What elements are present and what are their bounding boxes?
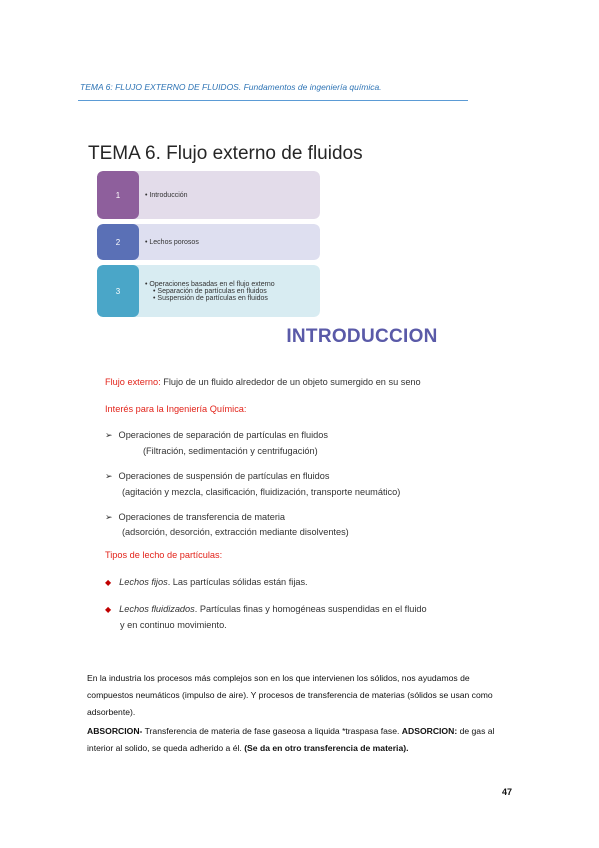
- lecho-fijo-name: Lechos fijos: [119, 577, 168, 587]
- outline-bar-2: [131, 224, 320, 260]
- header-divider: [78, 100, 468, 101]
- outline-item-2: • Lechos porosos: [145, 238, 199, 246]
- outline-subitem-suspension: • Suspensión de partículas en fluidos: [153, 294, 268, 302]
- outline-subitem-separacion: • Separación de partículas en fluidos: [153, 287, 267, 295]
- outline-bar-1: [131, 171, 320, 219]
- flujo-externo-label: Flujo externo:: [105, 377, 161, 387]
- lecho-fijo-item: [105, 577, 308, 587]
- lecho-fluidizado-name: Lechos fluidizados: [119, 604, 195, 614]
- diamond-bullet-icon: ◆: [105, 578, 112, 587]
- operation-title: Operaciones de suspensión de partículas en fluidos: [118, 471, 330, 481]
- absorcion-term: ABSORCION-: [87, 726, 143, 736]
- section-title: INTRODUCCION: [286, 326, 438, 347]
- lecho-fluidizado-continuation: y en continuo movimiento.: [120, 620, 227, 630]
- arrow-bullet-icon: ➢: [105, 471, 113, 481]
- outline-row-1: [97, 171, 320, 219]
- body-paragraph-1: En la industria los procesos más complejos son en los que intervienen los sólidos, nos ayudamos de compuestos neumáticos (impulso de aire). Y procesos de transferencia de materias (sólidos se usan como adsorbente).: [87, 673, 493, 717]
- slide-title: TEMA 6. Flujo externo de fluidos: [88, 143, 363, 164]
- operation-item-2: [105, 471, 329, 482]
- outline-item-1: • Introducción: [145, 191, 188, 199]
- flujo-externo-definition: [105, 377, 421, 387]
- outline-row-2: [97, 224, 320, 260]
- flujo-externo-text: Flujo de un fluido alrededor de un objeto sumergido en su seno: [160, 377, 421, 387]
- adsorcion-term: ADSORCION:: [401, 726, 458, 736]
- outline-bar-3: [131, 265, 320, 317]
- outline-number-1: 1: [97, 171, 139, 219]
- adsorcion-definition: de gas al interior al solido, se queda adherido a él.: [87, 726, 495, 753]
- outline-item-3: • Operaciones basadas en el flujo externo: [145, 280, 275, 288]
- operation-detail: (Filtración, sedimentación y centrifugación): [143, 446, 318, 456]
- outline-row-3: [97, 265, 320, 317]
- operation-item-3: [105, 512, 285, 523]
- lecho-fijo-text: . Las partículas sólidas están fijas.: [167, 577, 308, 587]
- diamond-bullet-icon: ◆: [105, 605, 112, 614]
- operation-detail: (agitación y mezcla, clasificación, fluidización, transporte neumático): [122, 487, 401, 497]
- body-paragraph-2: [87, 723, 517, 757]
- page-number: 47: [502, 787, 513, 797]
- operation-title: Operaciones de transferencia de materia: [118, 512, 286, 522]
- interes-heading: Interés para la Ingeniería Química:: [105, 404, 247, 414]
- tipos-heading: Tipos de lecho de partículas:: [105, 550, 223, 560]
- outline-number-2: 2: [97, 224, 139, 260]
- lecho-fluidizado-text: . Partículas finas y homogéneas suspendidas en el fluido: [194, 604, 427, 614]
- arrow-bullet-icon: ➢: [105, 430, 113, 440]
- adsorcion-note: (Se da en otro transferencia de materia).: [244, 743, 409, 753]
- lecho-fluidizado-item: [105, 604, 427, 614]
- operation-title: Operaciones de separación de partículas en fluidos: [118, 430, 328, 440]
- operation-detail: (adsorción, desorción, extracción mediante disolventes): [122, 527, 349, 537]
- operation-item-1: [105, 430, 328, 441]
- document-header: TEMA 6: FLUJO EXTERNO DE FLUIDOS. Fundamentos de ingeniería química.: [80, 82, 382, 92]
- absorcion-definition: Transferencia de materia de fase gaseosa a liquida *traspasa fase.: [142, 726, 402, 736]
- outline-number-3: 3: [97, 265, 139, 317]
- arrow-bullet-icon: ➢: [105, 512, 113, 522]
